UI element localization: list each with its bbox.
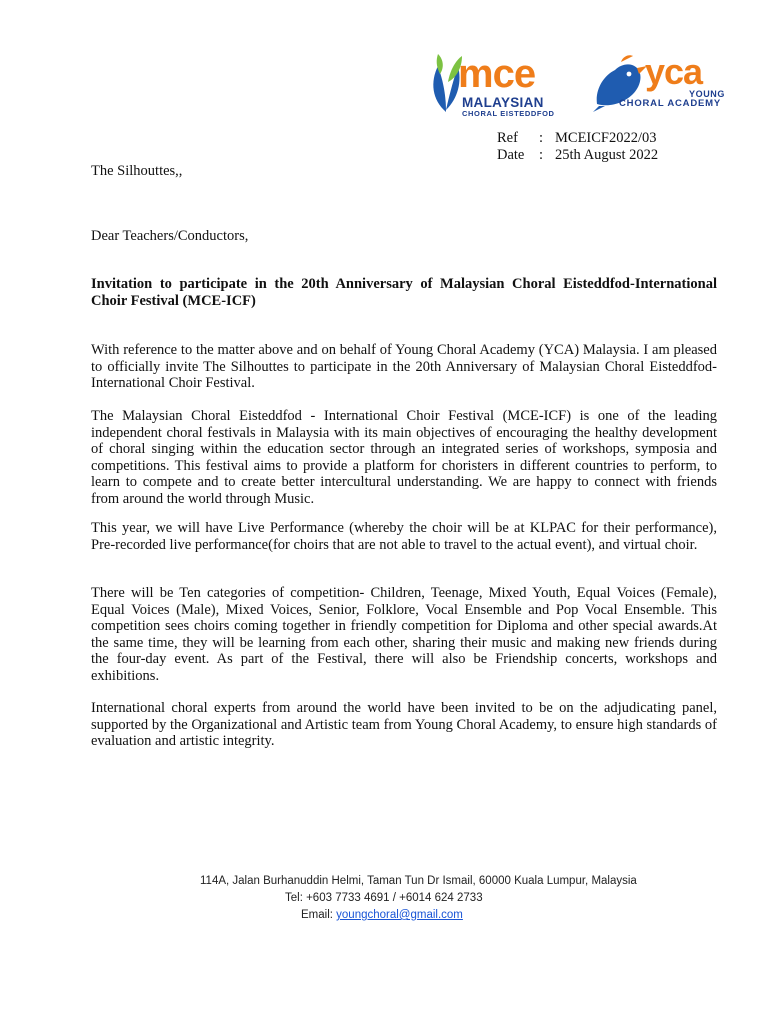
mce-logo <box>428 50 588 122</box>
reference-block <box>497 130 658 164</box>
body-paragraph: The Malaysian Choral Eisteddfod - International Choir Festival (MCE-ICF) is one of the leading independent choral festivals in Malaysia with its main objectives of encouraging the healthy development of choral singing within the education sector through an integrated series of workshops, symposia and competitions. This festival aims to provide a platform for choristers in different countries to perform, to learn to compete and to create better intercultural understanding. We are happy to connect with friends from around the world through Music. <box>91 408 717 507</box>
yca-name-line1: YOUNG <box>689 89 726 99</box>
mce-name-line1: MALAYSIAN <box>462 95 544 110</box>
footer-email-label: Email: <box>301 909 333 921</box>
subject-line: Invitation to participate in the 20th Anniversary of Malaysian Choral Eisteddfod-International Choir Festival (MCE-ICF) <box>91 276 717 309</box>
ref-value: MCEICF2022/03 <box>555 130 657 146</box>
yca-logo <box>593 51 738 116</box>
date-value: 25th August 2022 <box>555 147 659 163</box>
date-row <box>497 147 658 164</box>
email-link[interactable]: youngchoral@gmail.com <box>336 909 463 921</box>
recipient: The Silhouttes,, <box>91 163 183 179</box>
body-paragraph: With reference to the matter above and on behalf of Young Choral Academy (YCA) Malaysia. I am pleased to officially invite The Silhouttes to participate in the 20th Anniversary of Malaysian Choral Eisteddfod-International Choir Festival. <box>91 342 717 391</box>
letterhead-logos <box>428 50 738 130</box>
ref-label: Ref <box>497 130 518 146</box>
ref-row <box>497 130 658 147</box>
ref-separator: : <box>539 130 544 146</box>
salutation: Dear Teachers/Conductors, <box>91 228 249 244</box>
footer-email-line <box>301 907 463 924</box>
body-paragraph: There will be Ten categories of competition- Children, Teenage, Mixed Youth, Equal Voices (Female), Equal Voices (Male), Mixed Voices, Senior, Folklore, Vocal Ensemble and Pop Vocal Ensemble. This competition sees choirs coming together in friendly competition for Diploma and other special awards.At the same time, they will be learning from each other, sharing their music and making new friends during the four-day event. As part of the Festival, there will also be Friendship concerts, workshops and exhibitions. <box>91 585 717 684</box>
date-label: Date <box>497 147 525 163</box>
body-paragraph: International choral experts from around the world have been invited to be on the adjudicating panel, supported by the Organizational and Artistic team from Young Choral Academy, to ensure high standards of evaluation and artistic integrity. <box>91 700 717 749</box>
footer-address: 114A, Jalan Burhanuddin Helmi, Taman Tun Dr Ismail, 60000 Kuala Lumpur, Malaysia <box>200 875 637 887</box>
footer-phone: Tel: +603 7733 4691 / +6014 624 2733 <box>285 892 483 904</box>
mce-wordmark: mce <box>458 52 536 96</box>
date-separator: : <box>539 147 544 163</box>
yca-name-line2: CHORAL ACADEMY <box>619 98 721 109</box>
body-paragraph: This year, we will have Live Performance (whereby the choir will be at KLPAC for their performance), Pre-recorded live performance(for choirs that are not able to travel to the actual event), and virtual choir. <box>91 520 717 553</box>
mce-name-line2: CHORAL EISTEDDFOD <box>462 109 555 118</box>
yca-wordmark: yca <box>645 51 703 92</box>
